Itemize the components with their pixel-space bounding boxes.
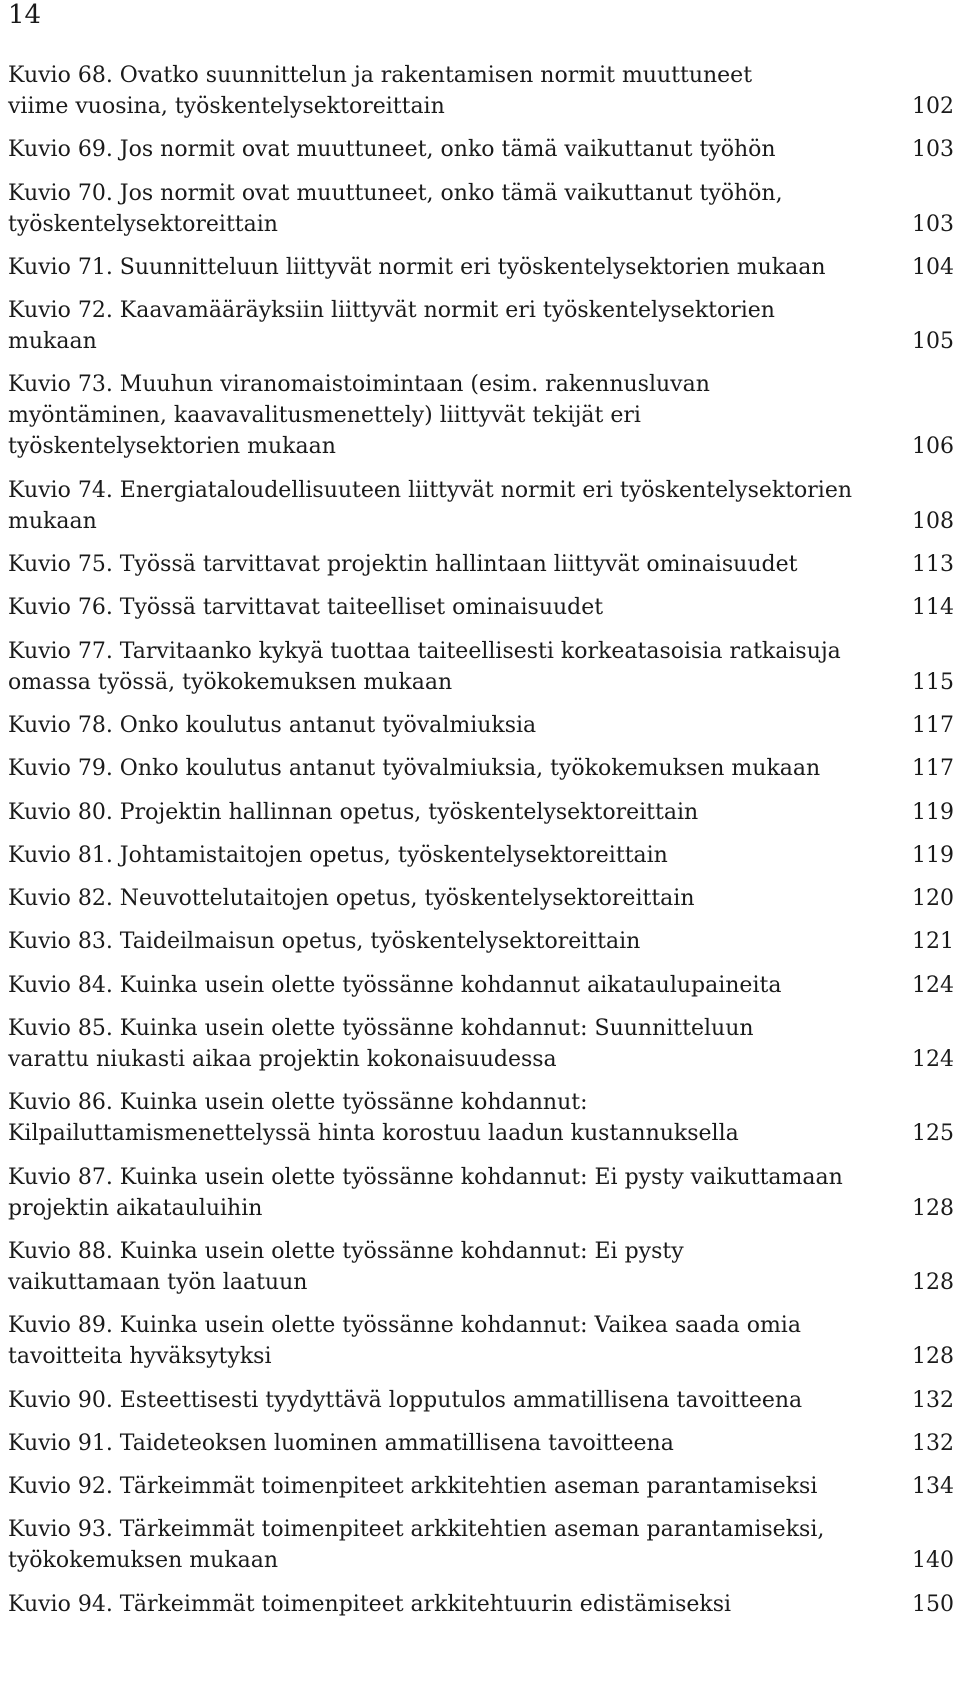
toc-entry-page: 128: [912, 1269, 954, 1295]
toc-entry-page: 132: [912, 1430, 954, 1456]
toc-entry: [8, 1310, 954, 1372]
toc-entry: [8, 797, 954, 828]
toc-entry: [8, 840, 954, 871]
toc-entry-page: 117: [912, 756, 954, 782]
toc-entry: [8, 970, 954, 1001]
toc-entry: [8, 883, 954, 914]
toc-entry-title: Kuvio 92. Tärkeimmät toimenpiteet arkkitehtien aseman parantamiseksi: [8, 1474, 818, 1500]
toc-entry-title: Kuvio 74. Energiataloudellisuuteen liittyvät normit eri työskentelysektorien mukaan: [8, 477, 853, 534]
toc-entry-page: 102: [912, 94, 954, 119]
toc-entry-page: 125: [912, 1121, 954, 1147]
toc-entry-title: Kuvio 86. Kuinka usein olette työssänne kohdannut: Kilpailuttamismenettelyssä hinta korostuu laadun kustannuksella: [8, 1090, 739, 1147]
toc-entry-title: Kuvio 82. Neuvottelutaitojen opetus, työskentelysektoreittain: [8, 886, 695, 912]
toc-entry: [8, 295, 954, 357]
toc-entry: [8, 134, 954, 165]
toc-entry-title: Kuvio 90. Esteettisesti tyydyttävä lopputulos ammatillisena tavoitteena: [8, 1387, 803, 1413]
toc-entry: [8, 636, 954, 698]
toc-entry-page: 150: [912, 1591, 954, 1617]
toc-entry: [8, 252, 954, 283]
toc-entry-page: 113: [912, 552, 954, 578]
toc-entry-title: Kuvio 94. Tärkeimmät toimenpiteet arkkitehtuurin edistämiseksi: [8, 1591, 732, 1617]
toc-entry: [8, 178, 954, 240]
toc-entry-title: Kuvio 85. Kuinka usein olette työssänne kohdannut: Suunnitteluun varattu niukasti aikaa projektin kokonaisuudessa: [8, 1016, 754, 1073]
toc-entry-page: 128: [912, 1195, 954, 1221]
toc-entry-page: 119: [912, 799, 954, 825]
toc-entry-title: Kuvio 78. Onko koulutus antanut työvalmiuksia: [8, 712, 537, 738]
toc-entry: [8, 549, 954, 580]
toc-entry: [8, 753, 954, 784]
toc-entry-title: Kuvio 93. Tärkeimmät toimenpiteet arkkitehtien aseman parantamiseksi, työkokemuksen mukaan: [8, 1517, 825, 1574]
toc-entry: [8, 1471, 954, 1502]
toc-entry-page: 115: [912, 669, 954, 695]
toc-entry-title: Kuvio 89. Kuinka usein olette työssänne kohdannut: Vaikea saada omia tavoitteita hyväksytyksi: [8, 1313, 801, 1370]
toc-entry-title: Kuvio 83. Taideilmaisun opetus, työskentelysektoreittain: [8, 929, 641, 955]
toc-entry-title: Kuvio 76. Työssä tarvittavat taiteelliset ominaisuudet: [8, 595, 604, 621]
toc-entry-page: 124: [912, 1047, 954, 1073]
toc-entry: [8, 926, 954, 957]
toc-entry-page: 117: [912, 712, 954, 738]
toc-entry-title: Kuvio 71. Suunnitteluun liittyvät normit eri työskentelysektorien mukaan: [8, 254, 826, 280]
list-of-figures: [8, 60, 954, 1632]
toc-entry-page: 119: [912, 842, 954, 868]
toc-entry-page: 104: [912, 254, 954, 280]
toc-entry-page: 128: [912, 1344, 954, 1370]
toc-entry-page: 103: [912, 137, 954, 163]
toc-entry-title: Kuvio 73. Muuhun viranomaistoimintaan (esim. rakennusluvan myöntäminen, kaavavalitusmenettely) liittyvät tekijät eri työskentelysektorien mukaan: [8, 372, 710, 460]
toc-entry: [8, 475, 954, 537]
toc-entry: [8, 1385, 954, 1416]
toc-entry: [8, 369, 954, 462]
toc-entry-page: 108: [912, 508, 954, 534]
toc-entry-page: 134: [912, 1474, 954, 1500]
toc-entry-title: Kuvio 77. Tarvitaanko kykyä tuottaa taiteellisesti korkeatasoisia ratkaisuja omassa työssä, työkokemuksen mukaan: [8, 638, 841, 695]
toc-entry-title: Kuvio 69. Jos normit ovat muuttuneet, onko tämä vaikuttanut työhön: [8, 137, 776, 163]
toc-entry: [8, 592, 954, 623]
toc-entry: [8, 710, 954, 741]
toc-entry-title: Kuvio 88. Kuinka usein olette työssänne kohdannut: Ei pysty vaikuttamaan työn laatuun: [8, 1238, 684, 1295]
toc-entry-title: Kuvio 81. Johtamistaitojen opetus, työskentelysektoreittain: [8, 842, 668, 868]
toc-entry-title: Kuvio 68. Ovatko suunnittelun ja rakentamisen normit muuttuneet viime vuosina, työskentelysektoreittain: [8, 63, 753, 119]
toc-entry-page: 114: [912, 595, 954, 621]
toc-entry-title: Kuvio 75. Työssä tarvittavat projektin hallintaan liittyvät ominaisuudet: [8, 552, 798, 578]
toc-entry-page: 120: [912, 886, 954, 912]
toc-entry: [8, 1236, 954, 1298]
toc-entry-page: 132: [912, 1387, 954, 1413]
toc-entry-title: Kuvio 91. Taideteoksen luominen ammatillisena tavoitteena: [8, 1430, 674, 1456]
page-number: 14: [8, 0, 42, 30]
toc-entry: [8, 1514, 954, 1576]
toc-entry-page: 106: [912, 434, 954, 460]
toc-entry-title: Kuvio 79. Onko koulutus antanut työvalmiuksia, työkokemuksen mukaan: [8, 756, 821, 782]
toc-entry-title: Kuvio 70. Jos normit ovat muuttuneet, onko tämä vaikuttanut työhön, työskentelysektoreittain: [8, 180, 783, 237]
toc-entry: [8, 60, 954, 122]
toc-entry-title: Kuvio 80. Projektin hallinnan opetus, työskentelysektoreittain: [8, 799, 699, 825]
toc-entry-title: Kuvio 84. Kuinka usein olette työssänne kohdannut aikataulupaineita: [8, 972, 782, 998]
toc-entry-page: 103: [912, 211, 954, 237]
toc-entry: [8, 1162, 954, 1224]
toc-entry: [8, 1087, 954, 1149]
toc-entry: [8, 1013, 954, 1075]
toc-entry: [8, 1428, 954, 1459]
toc-entry-title: Kuvio 87. Kuinka usein olette työssänne kohdannut: Ei pysty vaikuttamaan projektin aikatauluihin: [8, 1164, 843, 1221]
toc-entry-title: Kuvio 72. Kaavamääräyksiin liittyvät normit eri työskentelysektorien mukaan: [8, 298, 775, 355]
toc-entry-page: 105: [912, 329, 954, 355]
toc-entry: [8, 1589, 954, 1620]
toc-entry-page: 124: [912, 972, 954, 998]
toc-entry-page: 140: [912, 1548, 954, 1574]
toc-entry-page: 121: [912, 929, 954, 955]
